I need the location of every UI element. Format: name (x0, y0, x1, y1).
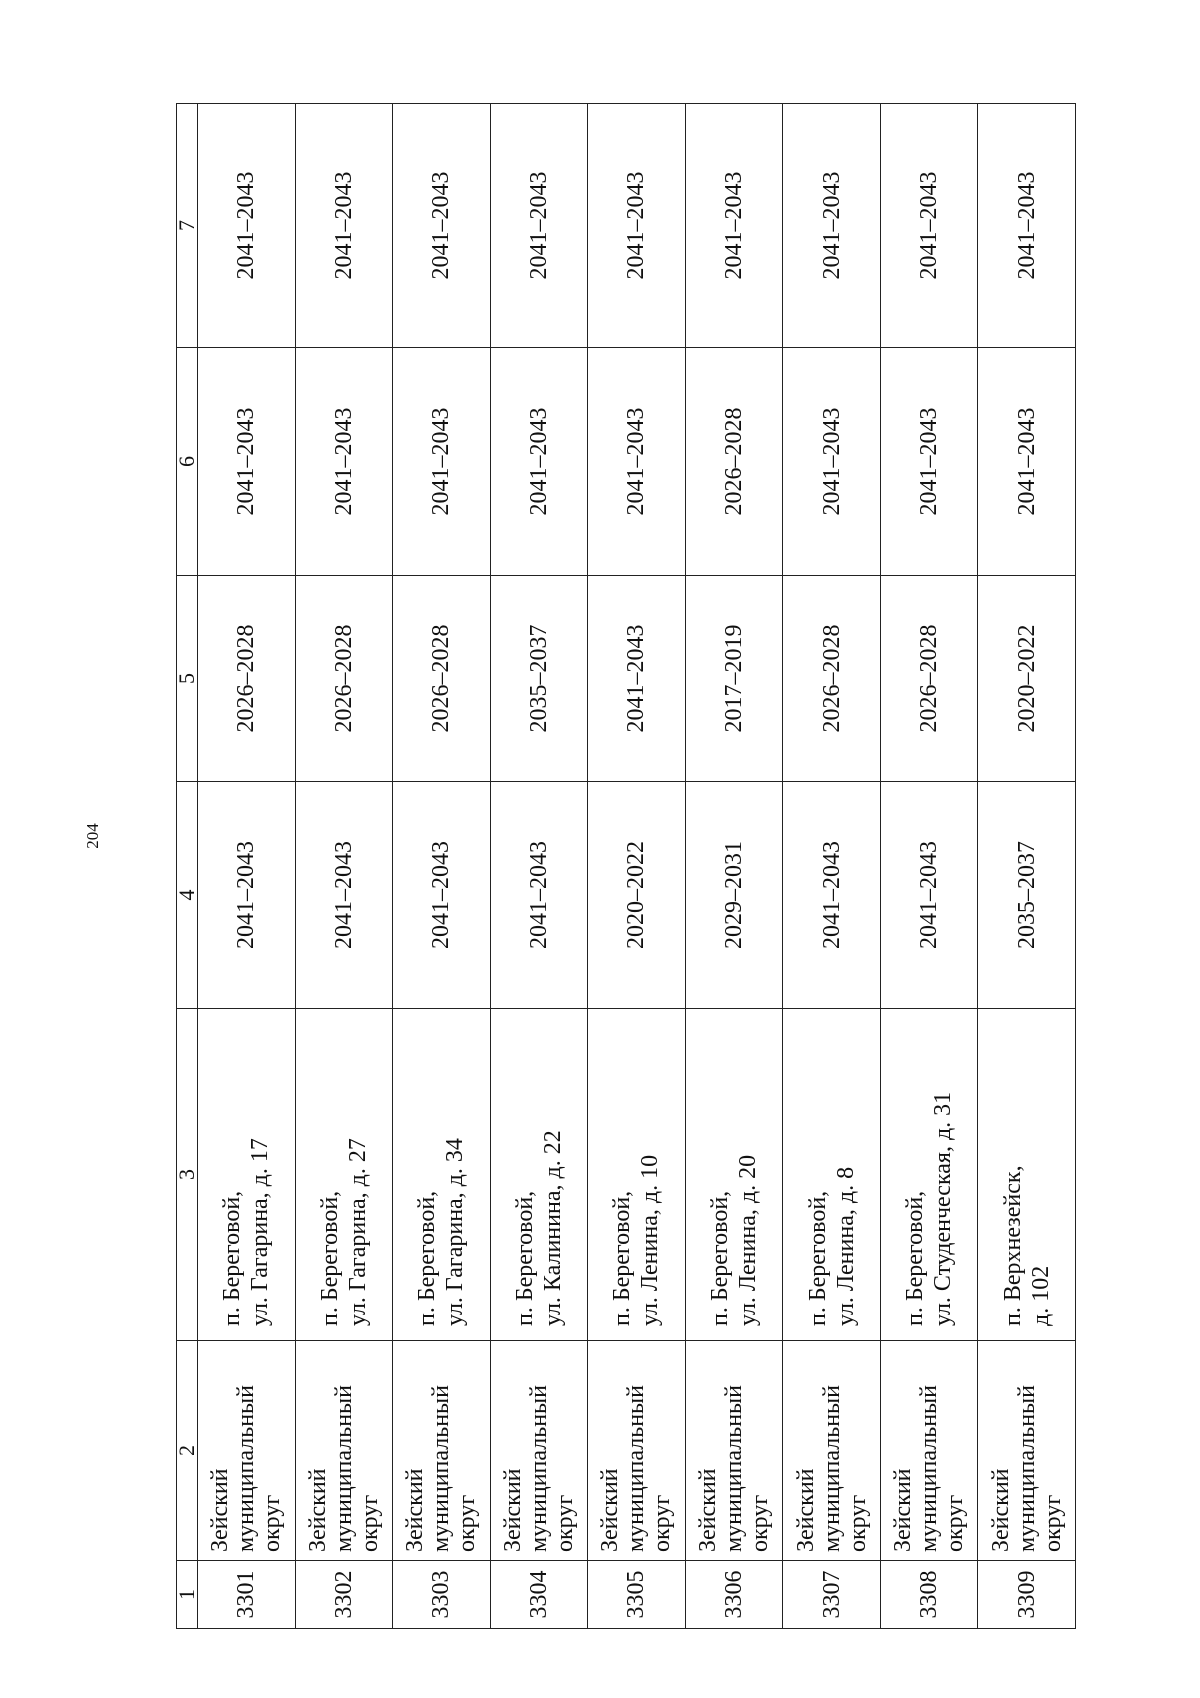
table-row (978, 104, 1076, 1629)
row-number-cell: 3302 (295, 1561, 393, 1629)
column-header-3: 3 (177, 1009, 198, 1341)
column-header-2: 2 (177, 1341, 198, 1561)
page-number: 204 (82, 823, 102, 849)
schedule-table-wrapper (176, 104, 1076, 1629)
district-line: Зейский (597, 1468, 624, 1552)
period-cell-c7: 2041–2043 (393, 104, 491, 348)
address-line: ул. Гагарина, д. 17 (247, 1138, 274, 1326)
district-cell (978, 1341, 1076, 1561)
period-cell-c4: 2041–2043 (295, 782, 393, 1009)
address-line: п. Береговой, (511, 1190, 538, 1326)
address-cell (783, 1009, 881, 1341)
period-cell-c4: 2041–2043 (198, 782, 296, 1009)
period-cell-c6: 2041–2043 (490, 348, 588, 576)
row-number-cell: 3301 (198, 1561, 296, 1629)
table-row (393, 104, 491, 1629)
period-cell-c7: 2041–2043 (198, 104, 296, 348)
address-cell (295, 1009, 393, 1341)
district-line: Зейский (207, 1468, 234, 1552)
district-line: округ (747, 1494, 773, 1552)
district-cell (490, 1341, 588, 1561)
row-number-cell: 3304 (490, 1561, 588, 1629)
district-line: Зейский (695, 1468, 721, 1552)
district-line: Зейский (304, 1468, 331, 1552)
table-row (783, 104, 881, 1629)
address-line: п. Береговой, (609, 1190, 636, 1326)
period-cell-c5: 2041–2043 (588, 576, 686, 782)
address-line: ул. Калинина, д. 22 (539, 1130, 566, 1326)
schedule-table (176, 103, 1076, 1629)
district-line: муниципальный (623, 1384, 650, 1552)
district-cell (198, 1341, 296, 1561)
period-cell-c7: 2041–2043 (978, 104, 1076, 348)
address-line: п. Береговой, (414, 1190, 441, 1326)
district-line: муниципальный (233, 1384, 260, 1552)
period-cell-c6: 2041–2043 (295, 348, 393, 576)
row-number-cell: 3303 (393, 1561, 491, 1629)
district-line: муниципальный (1013, 1384, 1040, 1552)
column-header-7: 7 (177, 104, 198, 348)
address-line: п. Береговой, (316, 1190, 343, 1326)
district-line: Зейский (890, 1468, 917, 1552)
address-cell (685, 1009, 783, 1341)
district-line: муниципальный (916, 1384, 943, 1552)
address-line: п. Береговой, (219, 1190, 246, 1326)
table-row (685, 104, 783, 1629)
period-cell-c5: 2017–2019 (685, 576, 783, 782)
period-cell-c4: 2029–2031 (685, 782, 783, 1009)
period-cell-c4: 2041–2043 (783, 782, 881, 1009)
district-line: муниципальный (525, 1384, 552, 1552)
period-cell-c5: 2035–2037 (490, 576, 588, 782)
district-line: округ (649, 1494, 676, 1552)
period-cell-c7: 2041–2043 (588, 104, 686, 348)
district-line: Зейский (987, 1468, 1014, 1552)
district-cell (295, 1341, 393, 1561)
address-line: ул. Гагарина, д. 34 (442, 1138, 469, 1326)
period-cell-c6: 2041–2043 (783, 348, 881, 576)
period-cell-c4: 2041–2043 (880, 782, 978, 1009)
period-cell-c6: 2026–2028 (685, 348, 783, 576)
column-header-4: 4 (177, 782, 198, 1009)
address-line: п. Верхнезейск, (999, 1165, 1026, 1326)
district-line: округ (1039, 1494, 1066, 1552)
district-line: Зейский (402, 1468, 429, 1552)
district-cell (783, 1341, 881, 1561)
district-line: муниципальный (818, 1384, 845, 1552)
header-row (177, 104, 198, 1629)
row-number-cell: 3306 (685, 1561, 783, 1629)
row-number-cell: 3308 (880, 1561, 978, 1629)
row-number-cell: 3307 (783, 1561, 881, 1629)
address-line: ул. Ленина, д. 8 (832, 1166, 859, 1326)
period-cell-c5: 2020–2022 (978, 576, 1076, 782)
table-row (490, 104, 588, 1629)
district-line: округ (844, 1494, 871, 1552)
district-line: округ (259, 1494, 286, 1552)
address-cell (880, 1009, 978, 1341)
column-header-6: 6 (177, 348, 198, 576)
period-cell-c5: 2026–2028 (198, 576, 296, 782)
address-line: ул. Ленина, д. 10 (637, 1154, 664, 1326)
address-cell (198, 1009, 296, 1341)
district-line: муниципальный (721, 1384, 747, 1552)
row-number-cell: 3305 (588, 1561, 686, 1629)
period-cell-c5: 2026–2028 (393, 576, 491, 782)
period-cell-c6: 2041–2043 (198, 348, 296, 576)
period-cell-c7: 2041–2043 (783, 104, 881, 348)
period-cell-c7: 2041–2043 (685, 104, 783, 348)
table-row (588, 104, 686, 1629)
district-line: муниципальный (428, 1384, 455, 1552)
period-cell-c4: 2020–2022 (588, 782, 686, 1009)
district-cell (880, 1341, 978, 1561)
address-line: ул. Ленина, д. 20 (735, 1154, 761, 1326)
period-cell-c5: 2026–2028 (880, 576, 978, 782)
district-line: округ (942, 1494, 969, 1552)
district-line: Зейский (499, 1468, 526, 1552)
period-cell-c4: 2041–2043 (490, 782, 588, 1009)
period-cell-c6: 2041–2043 (393, 348, 491, 576)
period-cell-c6: 2041–2043 (978, 348, 1076, 576)
address-line: п. Береговой, (707, 1190, 733, 1326)
period-cell-c7: 2041–2043 (880, 104, 978, 348)
period-cell-c5: 2026–2028 (783, 576, 881, 782)
period-cell-c7: 2041–2043 (295, 104, 393, 348)
district-cell (685, 1341, 783, 1561)
table-row (295, 104, 393, 1629)
address-line: ул. Гагарина, д. 27 (344, 1138, 371, 1326)
district-line: Зейский (792, 1468, 819, 1552)
address-cell (393, 1009, 491, 1341)
period-cell-c6: 2041–2043 (588, 348, 686, 576)
address-line: д. 102 (1027, 1265, 1054, 1326)
address-line: ул. Студенческая, д. 31 (930, 1091, 957, 1326)
address-line: п. Береговой, (902, 1190, 929, 1326)
column-header-5: 5 (177, 576, 198, 782)
period-cell-c7: 2041–2043 (490, 104, 588, 348)
period-cell-c4: 2041–2043 (393, 782, 491, 1009)
district-line: округ (551, 1494, 578, 1552)
address-cell (588, 1009, 686, 1341)
address-line: п. Береговой, (804, 1190, 831, 1326)
period-cell-c5: 2026–2028 (295, 576, 393, 782)
district-cell (588, 1341, 686, 1561)
district-cell (393, 1341, 491, 1561)
district-line: округ (356, 1494, 383, 1552)
period-cell-c6: 2041–2043 (880, 348, 978, 576)
table-row (880, 104, 978, 1629)
table-row (198, 104, 296, 1629)
column-header-1: 1 (177, 1561, 198, 1629)
address-cell (490, 1009, 588, 1341)
district-line: муниципальный (330, 1384, 357, 1552)
district-line: округ (454, 1494, 481, 1552)
address-cell (978, 1009, 1076, 1341)
period-cell-c4: 2035–2037 (978, 782, 1076, 1009)
row-number-cell: 3309 (978, 1561, 1076, 1629)
